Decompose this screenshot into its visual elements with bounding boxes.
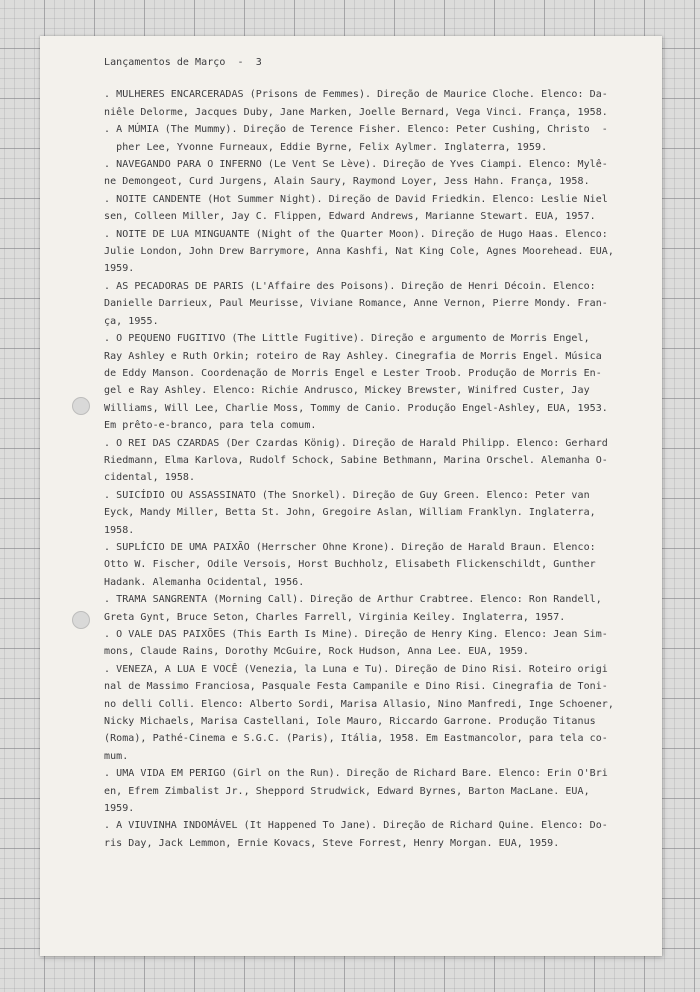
punch-hole — [72, 397, 90, 415]
text-line: . O VALE DAS PAIXÕES (This Earth Is Mine). Direção de Henry King. Elenco: Jean Sim- — [104, 629, 608, 640]
text-line: (Roma), Pathé-Cinema e S.G.C. (Paris), Itália, 1958. Em Eastmancolor, para tela co- — [104, 733, 608, 745]
text-line: 1959. — [104, 803, 135, 815]
text-line: niêle Delorme, Jacques Duby, Jane Marken, Joelle Bernard, Vega Vinci. França, 1958. — [104, 106, 608, 118]
text-line: ça, 1955. — [104, 315, 159, 327]
text-line: Hadank. Alemanha Ocidental, 1956. — [104, 576, 305, 588]
text-line: . VENEZA, A LUA E VOCÊ (Venezia, la Luna e Tu). Direção de Dino Risi. Roteiro origi — [104, 663, 608, 675]
text-line: Ray Ashley e Ruth Orkin; roteiro de Ray Ashley. Cinegrafia de Morris Engel. Música — [104, 350, 602, 362]
text-line: . UMA VIDA EM PERIGO (Girl on the Run). Direção de Richard Bare. Elenco: Erin O'Bri — [104, 768, 608, 780]
text-line: gel e Ray Ashley. Elenco: Richie Andrusco, Mickey Brewster, Winifred Custer, Jay — [104, 385, 590, 397]
film-listing — [104, 86, 642, 852]
text-line: de Eddy Manson. Coordenação de Morris Engel e Lester Troob. Produção de Morris En- — [104, 367, 602, 379]
text-line: en, Efrem Zimbalist Jr., Sheppord Strudwick, Edward Byrnes, Barton MacLane. EUA, — [104, 785, 590, 797]
text-line: ne Demongeot, Curd Jurgens, Alain Saury, Raymond Loyer, Jess Hahn. França, 1958. — [104, 176, 590, 188]
text-line: . A MÚMIA (The Mummy). Direção de Terence Fisher. Elenco: Peter Cushing, Christo - — [104, 124, 608, 136]
text-line: 1959. — [104, 263, 135, 275]
text-line: . MULHERES ENCARCERADAS (Prisons de Femmes). Direção de Maurice Cloche. Elenco: Da- — [104, 89, 608, 101]
text-line: Greta Gynt, Bruce Seton, Charles Farrell, Virginia Keiley. Inglaterra, 1957. — [104, 611, 566, 623]
text-line: cidental, 1958. — [104, 472, 196, 484]
text-line: sen, Colleen Miller, Jay C. Flippen, Edward Andrews, Marianne Stewart. EUA, 1957. — [104, 211, 596, 223]
text-line: . SUICÍDIO OU ASSASSINATO (The Snorkel). Direção de Guy Green. Elenco: Peter van — [104, 489, 590, 501]
page-content — [104, 54, 642, 852]
text-line: . O REI DAS CZARDAS (Der Czardas König). Direção de Harald Philipp. Elenco: Gerhard — [104, 437, 608, 449]
punch-hole — [72, 611, 90, 629]
text-line: mons, Claude Rains, Dorothy McGuire, Rock Hudson, Anna Lee. EUA, 1959. — [104, 646, 529, 658]
text-line: Julie London, John Drew Barrymore, Anna Kashfi, Nat King Cole, Agnes Moorehead. EUA, — [104, 246, 614, 258]
text-line: . A VIUVINHA INDOMÁVEL (It Happened To Jane). Direção de Richard Quine. Elenco: Do- — [104, 820, 608, 832]
text-line: . SUPLÍCIO DE UMA PAIXÃO (Herrscher Ohne Krone). Direção de Harald Braun. Elenco: — [104, 541, 596, 553]
typewritten-page — [40, 36, 662, 956]
text-line: nal de Massimo Franciosa, Pasquale Festa Campanile e Dino Risi. Cinegrafia de Toni- — [104, 681, 608, 693]
text-line: Williams, Will Lee, Charlie Moss, Tommy de Canio. Produção Engel-Ashley, EUA, 1953. — [104, 402, 608, 414]
text-line: . O PEQUENO FUGITIVO (The Little Fugitive). Direção e argumento de Morris Engel, — [104, 333, 590, 345]
text-line: . NAVEGANDO PARA O INFERNO (Le Vent Se Lève). Direção de Yves Ciampi. Elenco: Mylê- — [104, 159, 608, 171]
text-line: Danielle Darrieux, Paul Meurisse, Viviane Romance, Anne Vernon, Pierre Mondy. Fran- — [104, 298, 608, 310]
text-line: Otto W. Fischer, Odile Versois, Horst Buchholz, Elisabeth Flickenschildt, Gunther — [104, 559, 596, 571]
text-line: Em prêto-e-branco, para tela comum. — [104, 420, 317, 432]
text-line: mum. — [104, 750, 129, 762]
text-line: . NOITE DE LUA MINGUANTE (Night of the Quarter Moon). Direção de Hugo Haas. Elenco: — [104, 228, 608, 240]
text-line: pher Lee, Yvonne Furneaux, Eddie Byrne, Felix Aylmer. Inglaterra, 1959. — [104, 141, 548, 153]
text-line: no delli Colli. Elenco: Alberto Sordi, Marisa Allasio, Nino Manfredi, Inge Schoener, — [104, 698, 614, 710]
text-line: . AS PECADORAS DE PARIS (L'Affaire des Poisons). Direção de Henri Décoin. Elenco: — [104, 280, 596, 292]
text-line: ris Day, Jack Lemmon, Ernie Kovacs, Steve Forrest, Henry Morgan. EUA, 1959. — [104, 837, 560, 849]
text-line: . NOITE CANDENTE (Hot Summer Night). Direção de David Friedkin. Elenco: Leslie Niel — [104, 193, 608, 205]
text-line: Eyck, Mandy Miller, Betta St. John, Gregoire Aslan, William Franklyn. Inglaterra, — [104, 507, 596, 519]
text-line: Riedmann, Elma Karlova, Rudolf Schock, Sabine Bethmann, Marina Orschel. Alemanha O- — [104, 454, 608, 466]
text-line: Nicky Michaels, Marisa Castellani, Iole Mauro, Riccardo Garrone. Produção Titanus — [104, 716, 596, 728]
page-header: Lançamentos de Março - 3 — [104, 57, 262, 68]
text-line: 1958. — [104, 524, 135, 536]
text-line: . TRAMA SANGRENTA (Morning Call). Direção de Arthur Crabtree. Elenco: Ron Randell, — [104, 594, 602, 606]
